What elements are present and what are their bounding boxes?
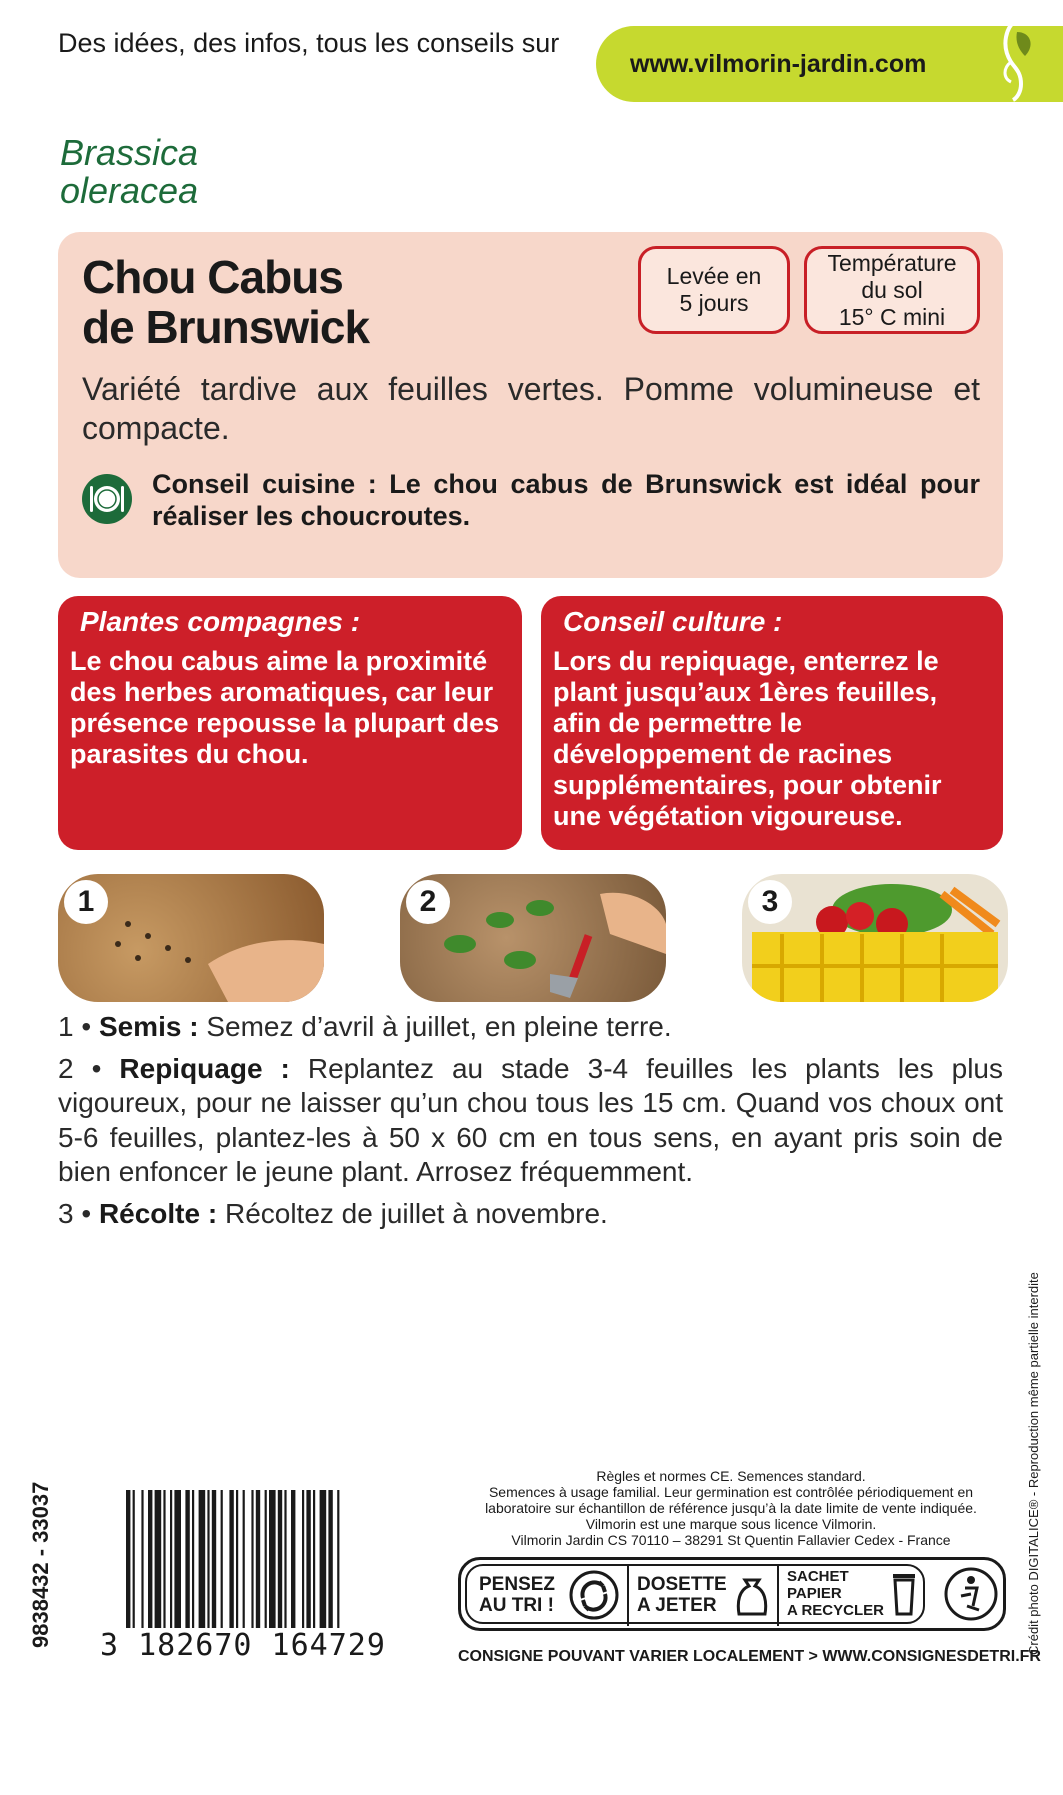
step-1-sowing-image [58,874,324,1002]
cooking-tip: Conseil cuisine : Le chou cabus de Brunswick est idéal pour réaliser les choucroutes. [152,469,980,531]
germination-badge: Levée en 5 jours [638,246,790,334]
barcode-bar [126,1490,130,1640]
step-label: Semis : [98,1011,199,1042]
barcode-bar [269,1490,276,1640]
step-number: 1 [64,880,108,924]
barcode-bar [243,1490,245,1640]
barcode-bar [251,1490,253,1640]
barcode-bar [207,1490,209,1640]
step-label: Repiquage : [119,1052,290,1084]
triman-logo-icon [943,1566,999,1622]
step-3-text [58,1197,1003,1232]
legal-line: Règles et normes CE. Semences standard. [596,1468,866,1484]
barcode-bar [163,1490,165,1640]
barcode-bar [155,1490,162,1640]
step-label: Récolte : [98,1197,218,1229]
divider [777,1566,779,1626]
barcode-bar [148,1490,152,1640]
dosette-text: DOSETTE A JETER [637,1574,727,1616]
header-tagline: Des idées, des infos, tous les conseils sur [58,28,560,58]
barcode-bar [278,1490,282,1640]
ean-number: 3 182670 164729 [100,1628,386,1663]
sachet-text: SACHET PAPIER A RECYCLER [787,1568,884,1619]
barcode-bar [185,1490,189,1640]
step-3-harvest-image [742,874,1008,1002]
barcode-bar [313,1490,315,1640]
vilmorin-leaf-logo [995,12,1041,102]
photo-credit: Crédit photo DIGITALICE® - Reproduction même partielle interdite [1026,1272,1041,1655]
barcode [124,1490,394,1646]
trash-bag-icon [735,1572,769,1618]
temperature-badge: Température du sol 15° C mini [804,246,980,334]
plate-cutlery-icon [82,474,132,524]
culture-title: Conseil culture : [563,606,783,637]
culture-body: Lors du repiquage, enterrez le plant jusqu’aux 1ères feuilles, afin de permettre le développement de racines supplémentaires, pour obtenir une végétation vigoureuse. [553,646,942,831]
culture-tip-panel [541,596,1003,850]
step-number: 3 [748,880,792,924]
barcode-bar [221,1490,223,1640]
latin-name: Brassica oleracea [60,132,199,211]
step-1-text [58,1010,1003,1045]
barcode-bar [170,1490,172,1640]
variety-description: Variété tardive aux feuilles vertes. Pomme volumineuse et compacte. [82,371,980,446]
step-body: Semez d’avril à juillet, en pleine terre. [198,1011,672,1042]
barcode-bar [320,1490,327,1640]
barcode-bar [256,1490,260,1640]
divider [627,1566,629,1626]
barcode-bar [133,1490,135,1640]
barcode-bar [236,1490,238,1640]
legal-text [456,1468,1006,1548]
step-prefix: 3 • [58,1197,99,1229]
website-banner[interactable] [596,26,1063,102]
step-prefix: 2 • [58,1052,120,1084]
recycling-consigne[interactable]: CONSIGNE POUVANT VARIER LOCALEMENT > WWW.CONSIGNESDETRI.FR [458,1648,1041,1665]
legal-line: Vilmorin est une marque sous licence Vilmorin. [585,1516,877,1532]
recycling-bin-icon [889,1570,919,1618]
legal-line: Vilmorin Jardin CS 70110 – 38291 St Quentin Fallavier Cedex - France [511,1532,951,1548]
recycling-info [458,1557,1006,1631]
step-body: Récoltez de juillet à novembre. [217,1197,608,1229]
step-2-text [58,1052,1003,1190]
barcode-bar [337,1490,339,1640]
barcode-bar [192,1490,194,1640]
step-2-transplanting-image [400,874,666,1002]
step-prefix: 1 • [58,1011,99,1042]
companion-body: Le chou cabus aime la proximité des herbes aromatiques, car leur présence repousse la plupart des parasites du chou. [70,646,500,769]
barcode-bar [212,1490,216,1640]
barcode-bar [174,1490,181,1640]
product-code: 9838432 - 33037 [28,1481,53,1648]
variety-panel [58,232,1003,578]
barcode-bar [306,1490,310,1640]
barcode-bar [284,1490,286,1640]
barcode-bar [229,1490,233,1640]
website-url[interactable]: www.vilmorin-jardin.com [630,50,927,78]
companion-title: Plantes compagnes : [80,606,361,637]
legal-line: laboratoire sur échantillon de référence jusqu’à la date limite de vente indiquée. [485,1500,977,1516]
barcode-bar [302,1490,304,1640]
barcode-bar [328,1490,332,1640]
step-number: 2 [406,880,450,924]
step-body: Replantez au stade 3-4 feuilles les plants les plus vigoureux, pour ne laisser qu’un chou tous les 15 cm. Quand vos choux ont 5-6 feuilles, plantez-les à 50 x 60 cm en tous sens, en ayant pris soin de bien enfoncer le jeune plant. Arrosez fréquemment. [58,1052,1004,1187]
growing-instructions [58,1010,1003,1238]
companion-plants-panel [58,596,522,850]
variety-title: Chou Cabus de Brunswick [82,251,370,353]
recycle-arrows-icon [569,1568,619,1622]
barcode-bar [265,1490,267,1640]
pensez-au-tri-text: PENSEZ AU TRI ! [479,1574,556,1616]
legal-line: Semences à usage familial. Leur germination est contrôlée périodiquement en [488,1484,974,1500]
barcode-bar [199,1490,206,1640]
barcode-bar [141,1490,143,1640]
barcode-bar [291,1490,295,1640]
